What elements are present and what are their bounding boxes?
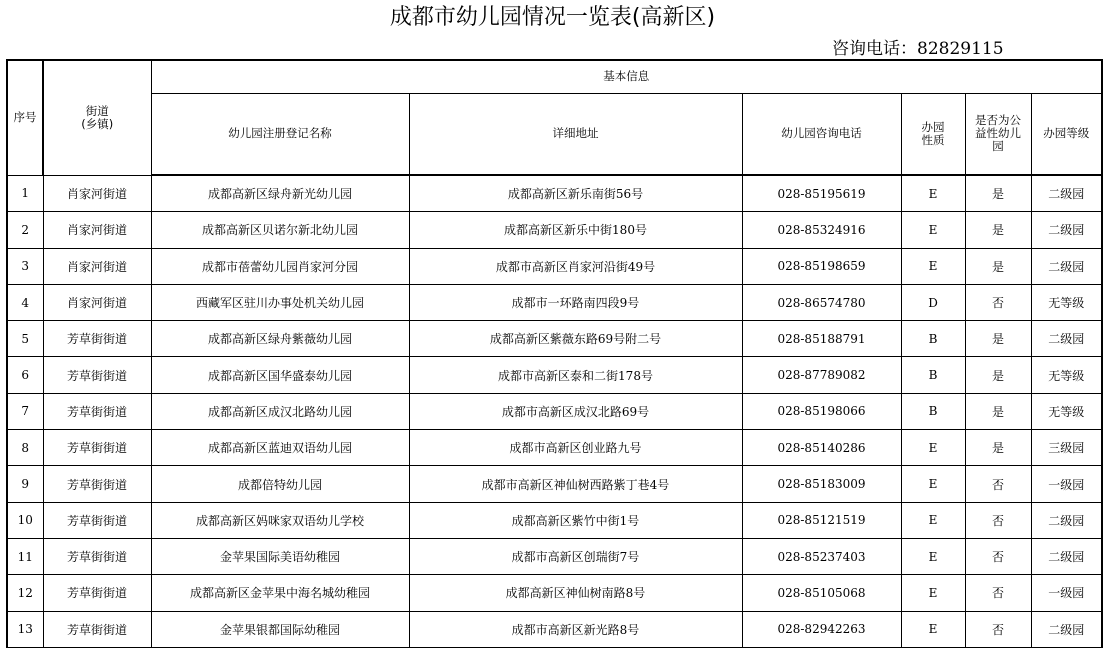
cell-public: 否: [965, 466, 1031, 502]
table-row: [7, 502, 1102, 538]
cell-seq: 4: [7, 284, 43, 320]
table-row: [7, 212, 1102, 248]
cell-seq: 1: [7, 175, 43, 212]
cell-grade: 二级园: [1031, 321, 1102, 357]
header-street: [43, 60, 151, 175]
cell-street: 肖家河街道: [43, 212, 151, 248]
cell-nature: E: [901, 212, 965, 248]
cell-street: 芳草街街道: [43, 321, 151, 357]
cell-address: 成都市高新区肖家河沿街49号: [409, 248, 742, 284]
cell-address: 成都市高新区创业路九号: [409, 430, 742, 466]
cell-street: 芳草街街道: [43, 430, 151, 466]
cell-grade: 三级园: [1031, 430, 1102, 466]
cell-name: 成都倍特幼儿园: [151, 466, 409, 502]
cell-public: 是: [965, 175, 1031, 212]
cell-public: 否: [965, 502, 1031, 538]
cell-street: 肖家河街道: [43, 175, 151, 212]
cell-tel: 028-82942263: [742, 611, 901, 647]
cell-seq: 12: [7, 575, 43, 611]
cell-tel: 028-85198066: [742, 393, 901, 429]
header-public-benefit: [965, 93, 1031, 175]
cell-address: 成都市高新区新光路8号: [409, 611, 742, 647]
cell-nature: E: [901, 538, 965, 574]
cell-name: 成都高新区成汉北路幼儿园: [151, 393, 409, 429]
cell-address: 成都市一环路南四段9号: [409, 284, 742, 320]
cell-seq: 5: [7, 321, 43, 357]
cell-address: 成都高新区新乐南街56号: [409, 175, 742, 212]
cell-name: 金苹果银都国际幼稚园: [151, 611, 409, 647]
consult-phone: 咨询电话：82829115: [832, 39, 1004, 59]
cell-grade: 无等级: [1031, 357, 1102, 393]
cell-nature: E: [901, 502, 965, 538]
cell-street: 芳草街街道: [43, 538, 151, 574]
cell-public: 否: [965, 611, 1031, 647]
cell-seq: 11: [7, 538, 43, 574]
cell-nature: E: [901, 466, 965, 502]
cell-seq: 9: [7, 466, 43, 502]
cell-tel: 028-85237403: [742, 538, 901, 574]
cell-name: 成都高新区绿舟新光幼儿园: [151, 175, 409, 212]
cell-seq: 3: [7, 248, 43, 284]
cell-public: 是: [965, 430, 1031, 466]
cell-seq: 6: [7, 357, 43, 393]
cell-seq: 2: [7, 212, 43, 248]
table-row: [7, 393, 1102, 429]
cell-name: 成都高新区贝诺尔新北幼儿园: [151, 212, 409, 248]
table-row: [7, 538, 1102, 574]
cell-tel: 028-85324916: [742, 212, 901, 248]
cell-name: 成都高新区国华盛泰幼儿园: [151, 357, 409, 393]
cell-tel: 028-85195619: [742, 175, 901, 212]
header-nature: [901, 93, 965, 175]
cell-public: 否: [965, 575, 1031, 611]
cell-nature: B: [901, 321, 965, 357]
cell-name: 成都高新区妈咪家双语幼儿学校: [151, 502, 409, 538]
cell-street: 芳草街街道: [43, 575, 151, 611]
cell-grade: 二级园: [1031, 248, 1102, 284]
cell-nature: E: [901, 175, 965, 212]
cell-grade: 二级园: [1031, 212, 1102, 248]
cell-nature: E: [901, 430, 965, 466]
cell-grade: 一级园: [1031, 466, 1102, 502]
kindergarten-table: [6, 59, 1103, 648]
header-name: 幼儿园注册登记名称: [151, 93, 409, 175]
table-row: [7, 357, 1102, 393]
cell-grade: 二级园: [1031, 175, 1102, 212]
header-public-benefit-label: 是否为公 益性幼儿 园: [975, 113, 1021, 154]
page-title: 成都市幼儿园情况一览表(高新区): [389, 5, 716, 30]
cell-public: 是: [965, 321, 1031, 357]
cell-tel: 028-86574780: [742, 284, 901, 320]
table-row: [7, 575, 1102, 611]
header-nature-label: 办园 性质: [921, 119, 945, 147]
header-street-label: 街道 (乡镇): [81, 103, 114, 131]
cell-grade: 二级园: [1031, 611, 1102, 647]
header-address: 详细地址: [409, 93, 742, 175]
cell-name: 成都高新区绿舟紫薇幼儿园: [151, 321, 409, 357]
cell-tel: 028-87789082: [742, 357, 901, 393]
cell-address: 成都高新区神仙树南路8号: [409, 575, 742, 611]
cell-name: 成都高新区蓝迪双语幼儿园: [151, 430, 409, 466]
cell-tel: 028-85140286: [742, 430, 901, 466]
cell-address: 成都市高新区泰和二街178号: [409, 357, 742, 393]
cell-address: 成都高新区紫薇东路69号附二号: [409, 321, 742, 357]
cell-address: 成都高新区新乐中街180号: [409, 212, 742, 248]
table-row: [7, 321, 1102, 357]
header-seq: 序号: [7, 60, 43, 175]
cell-grade: 无等级: [1031, 393, 1102, 429]
cell-address: 成都市高新区神仙树西路紫丁巷4号: [409, 466, 742, 502]
cell-grade: 无等级: [1031, 284, 1102, 320]
table-row: [7, 466, 1102, 502]
cell-address: 成都市高新区成汉北路69号: [409, 393, 742, 429]
cell-nature: E: [901, 575, 965, 611]
cell-seq: 13: [7, 611, 43, 647]
cell-grade: 二级园: [1031, 502, 1102, 538]
cell-public: 是: [965, 393, 1031, 429]
cell-seq: 10: [7, 502, 43, 538]
cell-tel: 028-85198659: [742, 248, 901, 284]
cell-address: 成都市高新区创瑞街7号: [409, 538, 742, 574]
cell-tel: 028-85183009: [742, 466, 901, 502]
cell-public: 否: [965, 538, 1031, 574]
cell-nature: D: [901, 284, 965, 320]
cell-public: 是: [965, 212, 1031, 248]
table-row: [7, 430, 1102, 466]
cell-nature: B: [901, 393, 965, 429]
table-row: [7, 175, 1102, 212]
cell-name: 成都市蓓蕾幼儿园肖家河分园: [151, 248, 409, 284]
cell-street: 芳草街街道: [43, 611, 151, 647]
header-tel: 幼儿园咨询电话: [742, 93, 901, 175]
table-row: [7, 248, 1102, 284]
cell-nature: E: [901, 248, 965, 284]
cell-seq: 8: [7, 430, 43, 466]
cell-tel: 028-85121519: [742, 502, 901, 538]
cell-public: 否: [965, 284, 1031, 320]
header-grade: 办园等级: [1031, 93, 1102, 175]
table-row: [7, 284, 1102, 320]
cell-nature: E: [901, 611, 965, 647]
cell-name: 西藏军区驻川办事处机关幼儿园: [151, 284, 409, 320]
cell-street: 肖家河街道: [43, 248, 151, 284]
cell-street: 芳草街街道: [43, 502, 151, 538]
cell-street: 肖家河街道: [43, 284, 151, 320]
header-basic-info: 基本信息: [151, 60, 1102, 93]
cell-seq: 7: [7, 393, 43, 429]
cell-tel: 028-85105068: [742, 575, 901, 611]
cell-name: 成都高新区金苹果中海名城幼稚园: [151, 575, 409, 611]
cell-grade: 一级园: [1031, 575, 1102, 611]
cell-nature: B: [901, 357, 965, 393]
cell-public: 是: [965, 357, 1031, 393]
cell-street: 芳草街街道: [43, 466, 151, 502]
cell-address: 成都高新区紫竹中街1号: [409, 502, 742, 538]
cell-public: 是: [965, 248, 1031, 284]
cell-tel: 028-85188791: [742, 321, 901, 357]
cell-name: 金苹果国际美语幼稚园: [151, 538, 409, 574]
cell-grade: 二级园: [1031, 538, 1102, 574]
table-row: [7, 611, 1102, 647]
cell-street: 芳草街街道: [43, 393, 151, 429]
cell-street: 芳草街街道: [43, 357, 151, 393]
